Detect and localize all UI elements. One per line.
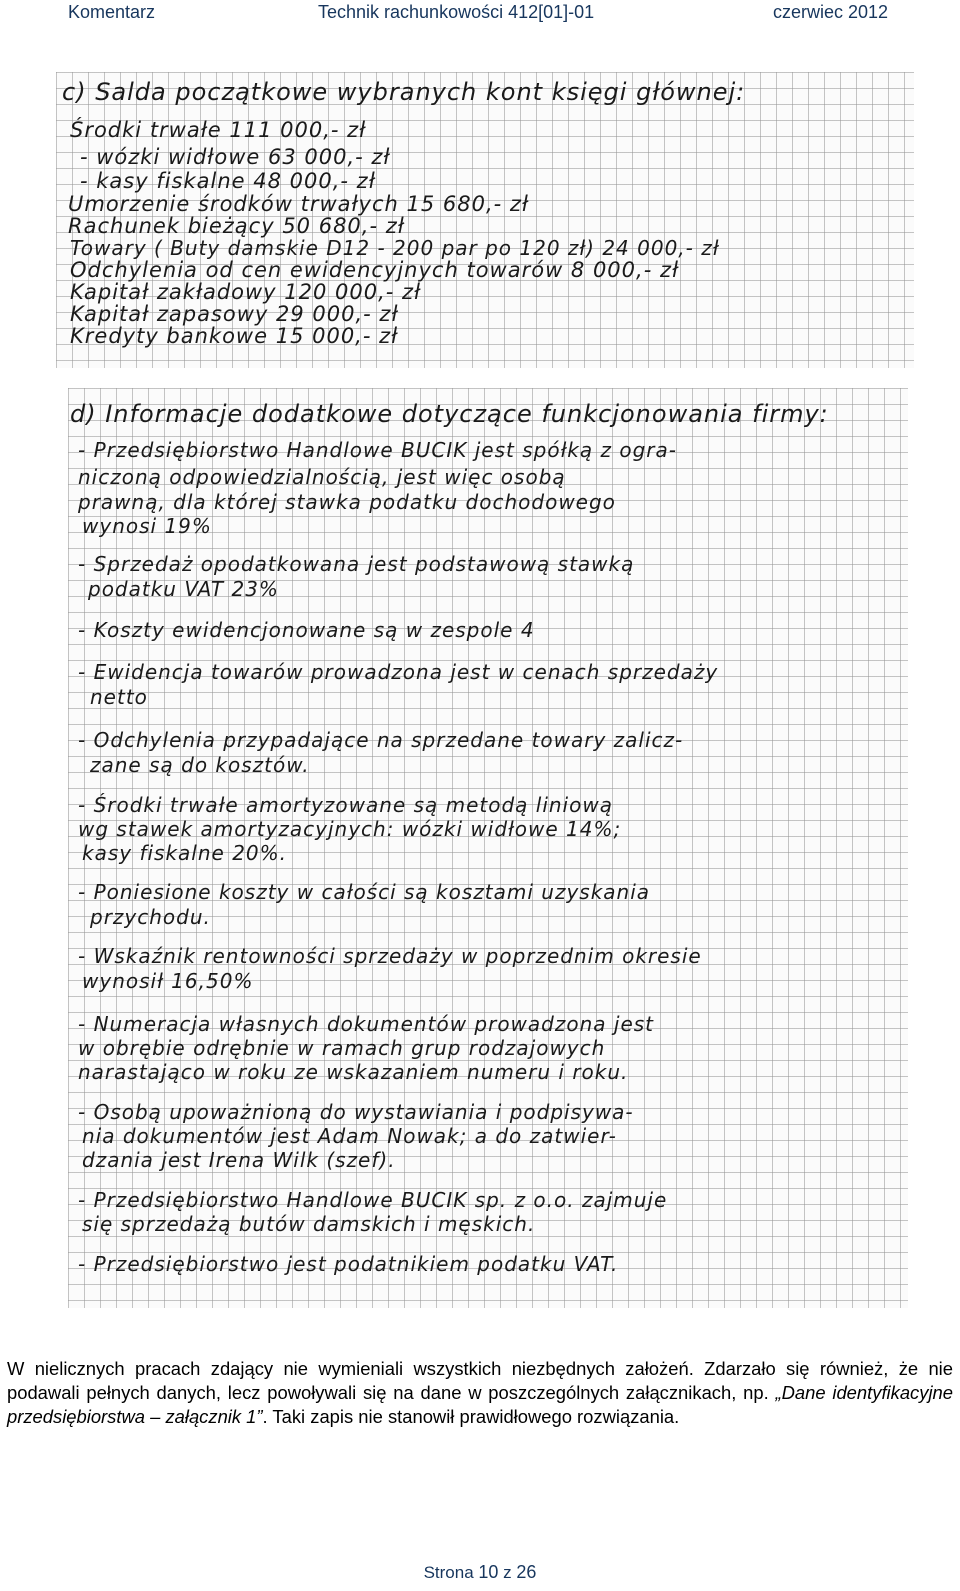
section-d-line: - Osobą upoważnioną do wystawiania i podpisywa- bbox=[78, 1100, 634, 1124]
handwritten-sheet-section-c bbox=[56, 72, 914, 368]
section-c-line: Odchylenia od cen ewidencyjnych towarów 8 000,- zł bbox=[70, 258, 680, 282]
section-d-line: przychodu. bbox=[90, 905, 211, 929]
section-d-line: - Sprzedaż opodatkowana jest podstawową stawką bbox=[78, 552, 635, 576]
header-document-type: Komentarz bbox=[68, 2, 156, 22]
section-c-line: Kapitał zakładowy 120 000,- zł bbox=[70, 280, 422, 304]
section-d-line: - Środki trwałe amortyzowane są metodą liniową bbox=[78, 793, 613, 817]
page-total: 26 bbox=[516, 1562, 537, 1582]
section-c-line: Środki trwałe 111 000,- zł bbox=[70, 118, 367, 142]
handwritten-sheet-section-d bbox=[68, 388, 908, 1308]
section-d-line: - Przedsiębiorstwo jest podatnikiem podatku VAT. bbox=[78, 1252, 619, 1276]
section-d-line: wynosi 19% bbox=[82, 514, 212, 538]
commentary-text-end: . Taki zapis nie stanowił prawidłowego rozwiązania. bbox=[262, 1406, 680, 1427]
section-d-line: - Koszty ewidencjonowane są w zespole 4 bbox=[78, 618, 535, 642]
section-d-line: - Ewidencja towarów prowadzona jest w cenach sprzedaży bbox=[78, 660, 719, 684]
section-d-line: narastająco w roku ze wskazaniem numeru i roku. bbox=[78, 1060, 629, 1084]
section-d-line: wynosił 16,50% bbox=[82, 969, 254, 993]
section-d-line: niczoną odpowiedzialnością, jest więc osobą bbox=[78, 465, 566, 489]
section-c-line: Umorzenie środków trwałych 15 680,- zł bbox=[68, 192, 529, 216]
commentary-paragraph bbox=[7, 1357, 953, 1429]
header-exam-title: Technik rachunkowości 412[01]-01 bbox=[318, 2, 595, 22]
section-c-line: Kapitał zapasowy 29 000,- zł bbox=[70, 302, 399, 326]
section-d-line: prawną, dla której stawka podatku dochodowego bbox=[78, 490, 616, 514]
section-d-heading: d) Informacje dodatkowe dotyczące funkcjonowania firmy: bbox=[70, 400, 829, 428]
section-d-line: - Odchylenia przypadające na sprzedane towary zalicz- bbox=[78, 728, 684, 752]
section-c-heading: c) Salda początkowe wybranych kont księgi głównej: bbox=[62, 78, 746, 106]
page-header bbox=[0, 0, 960, 30]
page-number: 10 bbox=[478, 1562, 499, 1582]
section-d-line: w obrębie odrębnie w ramach grup rodzajowych bbox=[78, 1036, 606, 1060]
section-d-line: się sprzedażą butów damskich i męskich. bbox=[82, 1212, 536, 1236]
section-d-line: - Przedsiębiorstwo Handlowe BUCIK sp. z o.o. zajmuje bbox=[78, 1188, 668, 1212]
section-c-line: - kasy fiskalne 48 000,- zł bbox=[80, 169, 376, 193]
page-number-prefix: Strona bbox=[423, 1563, 479, 1582]
section-d-line: zane są do kosztów. bbox=[90, 753, 310, 777]
section-c-line: - wózki widłowe 63 000,- zł bbox=[80, 145, 391, 169]
section-d-line: netto bbox=[90, 685, 148, 709]
section-d-line: - Poniesione koszty w całości są kosztami uzyskania bbox=[78, 880, 651, 904]
section-c-line: Rachunek bieżący 50 680,- zł bbox=[68, 214, 405, 238]
page-footer bbox=[0, 1562, 960, 1583]
commentary-text: W nielicznych pracach zdający nie wymieniali wszystkich niezbędnych założeń. Zdarzało się również, że nie podawali pełnych danych, lecz powoływali się na dane w poszczególnych załącznikach, np. bbox=[7, 1358, 953, 1403]
section-c-line: Towary ( Buty damskie D12 - 200 par po 120 zł) 24 000,- zł bbox=[70, 236, 720, 260]
section-c-line: Kredyty bankowe 15 000,- zł bbox=[70, 324, 399, 348]
section-d-line: - Numeracja własnych dokumentów prowadzona jest bbox=[78, 1012, 655, 1036]
section-d-line: - Przedsiębiorstwo Handlowe BUCIK jest spółką z ogra- bbox=[78, 438, 677, 462]
section-d-line: kasy fiskalne 20%. bbox=[82, 841, 288, 865]
section-d-line: wg stawek amortyzacyjnych: wózki widłowe 14%; bbox=[78, 817, 622, 841]
page-number-separator: z bbox=[498, 1563, 517, 1582]
section-d-line: - Wskaźnik rentowności sprzedaży w poprzednim okresie bbox=[78, 944, 702, 968]
commentary-quote: „Dane identyfikacyjne przedsiębiorstwa – załącznik 1” bbox=[7, 1382, 953, 1427]
header-date: czerwiec 2012 bbox=[772, 2, 888, 22]
section-d-line: nia dokumentów jest Adam Nowak; a do zatwier- bbox=[82, 1124, 617, 1148]
section-d-line: podatku VAT 23% bbox=[88, 577, 279, 601]
section-d-line: dzania jest Irena Wilk (szef). bbox=[82, 1148, 396, 1172]
